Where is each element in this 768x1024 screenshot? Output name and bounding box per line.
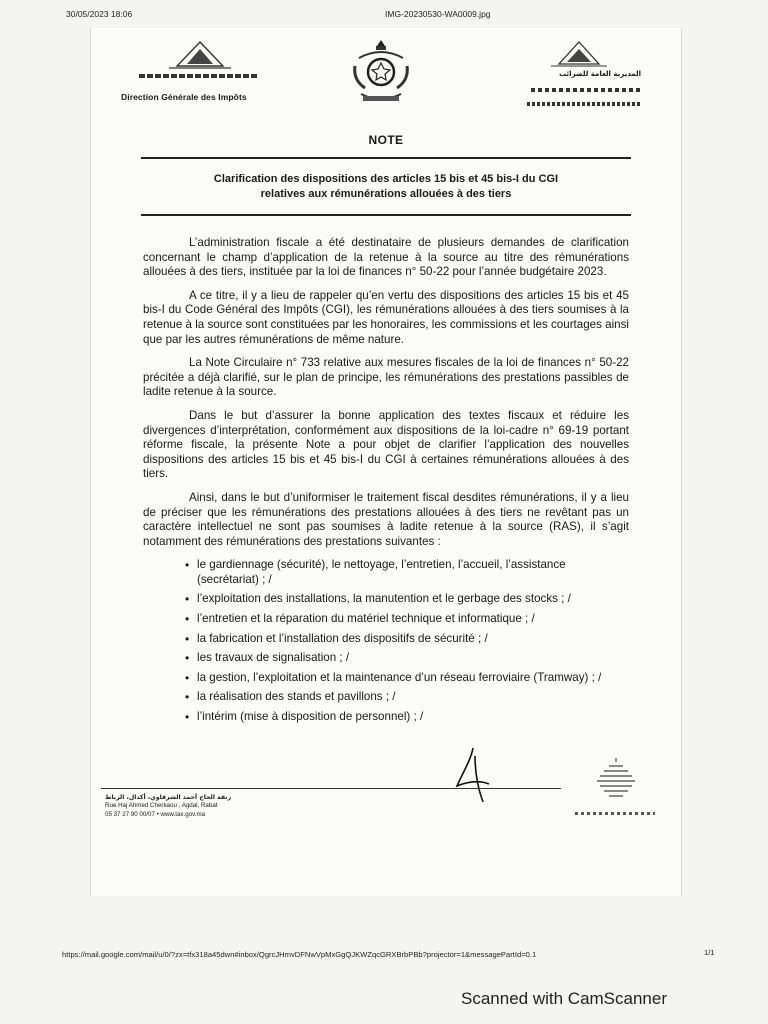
dgi-name-arabic: المديرية العامة للضرائب [559, 70, 641, 78]
paragraph: Dans le but d’assurer la bonne application des textes fiscaux et réduire les divergences d’interprétation, conformément aux dispositions de la loi-cadre n° 69-19 portant réforme fiscale, la présente Note a pour objet de clarifier l’application des nouvelles dispositions des articles 15 bis et 45 bis-I du CGI à certaines rémunérations allouées à des tiers. [143, 408, 629, 481]
document-title-line-1: Clarification des dispositions des articles 15 bis et 45 bis-I du CGI [213, 173, 559, 185]
tick-mark-icon: / [345, 651, 350, 665]
footer-logo-caption [575, 812, 655, 815]
footer-address [105, 794, 231, 819]
title-rule-bottom [141, 214, 631, 216]
moroccan-coat-of-arms-icon [349, 36, 413, 106]
footer-rule [101, 788, 561, 789]
list-item: • l’entretien et la réparation du matériel technique et informatique ; / [197, 612, 629, 627]
paragraph: L’administration fiscale a été destinataire de plusieurs demandes de clarification concernant le champ d’application de la retenue à la source au titre des rémunérations allouées à des tiers, instituée par la loi de finances n° 50-22 pour l’année budgétaire 2023. [143, 236, 629, 279]
browser-url: https://mail.google.com/mail/u/0/?zx=tfx318a45dwn#inbox/QgrcJHmvDFNwVpMxGgQJKWZqcGRXBrbPBb?projector=1&messagePartId=0.1 [62, 950, 537, 959]
address-arabic: زنقة الحاج أحمد الشرقاوي، أكدال، الرباط [105, 794, 232, 801]
paragraph: Ainsi, dans le but d’uniformiser le traitement fiscal desdites rémunérations, il y a lieu de préciser que les rémunérations des prestations allouées à des tiers ne revêtant pas un caractère intellectuel ne sont pas soumises à ladite retenue à la source (RAS), il s’agit notamment des rémunérations des prestations suivantes : [143, 490, 629, 548]
scanner-watermark: Scanned with CamScanner [461, 989, 668, 1008]
page-count: 1/1 [704, 948, 715, 957]
signature-icon [453, 746, 493, 806]
list-item: • la gestion, l’exploitation et la maintenance d’un réseau ferroviaire (Tramway) ; / [197, 671, 629, 686]
paragraph: La Note Circulaire n° 733 relative aux mesures fiscales de la loi de finances n° 50-22 précitée a déjà clarifié, sur le plan de principe, les rémunérations des prestations passibles de ladite retenue à la source. [143, 356, 629, 399]
footer-logo-icon [591, 754, 641, 804]
paragraph: A ce titre, il y a lieu de rappeler qu’en vertu des dispositions des articles 15 bis et 45 bis-I du Code Général des Impôts (CGI), les rémunérations allouées à des tiers soumises à la retenue à la source sont constituées par les honoraires, les commissions et les courtages ainsi que par les autres rémunérations de même nature. [143, 288, 629, 346]
list-item: • la fabrication et l’installation des dispositifs de sécurité ; / [197, 632, 629, 647]
letterhead-left [121, 40, 281, 110]
ministry-name-line [139, 74, 257, 78]
list-item: • l’intérim (mise à disposition de personnel) ; / [197, 710, 629, 725]
list-item: • le gardiennage (sécurité), le nettoyage, l’entretien, l’accueil, l’assistance (secrétariat) ; / [197, 558, 629, 587]
title-rule-top [141, 157, 631, 159]
address-french: Rue Haj Ahmed Cherkaou , Agdal, Rabat [105, 802, 218, 810]
tick-mark-icon: / [268, 572, 272, 586]
print-date: 30/05/2023 18:06 [66, 9, 133, 19]
dgi-name-tifinagh-line [531, 88, 641, 92]
prestations-list [143, 558, 629, 724]
tick-mark-icon: / [419, 710, 424, 724]
dgi-name: Direction Générale des Impôts [121, 92, 247, 102]
tick-mark-icon: / [531, 612, 535, 626]
list-item: • les travaux de signalisation ; / [197, 651, 629, 666]
document-title [151, 172, 621, 202]
tick-mark-icon: / [567, 592, 571, 606]
list-item: • la réalisation des stands et pavillons ; / [197, 690, 629, 705]
print-file-title: IMG-20230530-WA0009.jpg [385, 9, 491, 19]
tick-mark-icon: / [598, 670, 602, 684]
contact-line: 05 37 27 90 00/07 • www.tax.gov.ma [105, 810, 206, 818]
document-body [143, 236, 629, 730]
document-page [90, 28, 682, 896]
dgi-name-tifinagh-line-2 [527, 102, 641, 106]
letterhead-right [511, 40, 641, 120]
dgi-logo-icon [165, 40, 235, 70]
list-item: • l’exploitation des installations, la manutention et le gerbage des stocks ; / [197, 592, 629, 607]
note-label: NOTE [368, 133, 404, 147]
dgi-logo-icon [549, 40, 609, 68]
document-title-line-2: relatives aux rémunérations allouées à des tiers [260, 188, 512, 200]
tick-mark-icon: / [484, 631, 488, 645]
tick-mark-icon: / [392, 690, 396, 704]
